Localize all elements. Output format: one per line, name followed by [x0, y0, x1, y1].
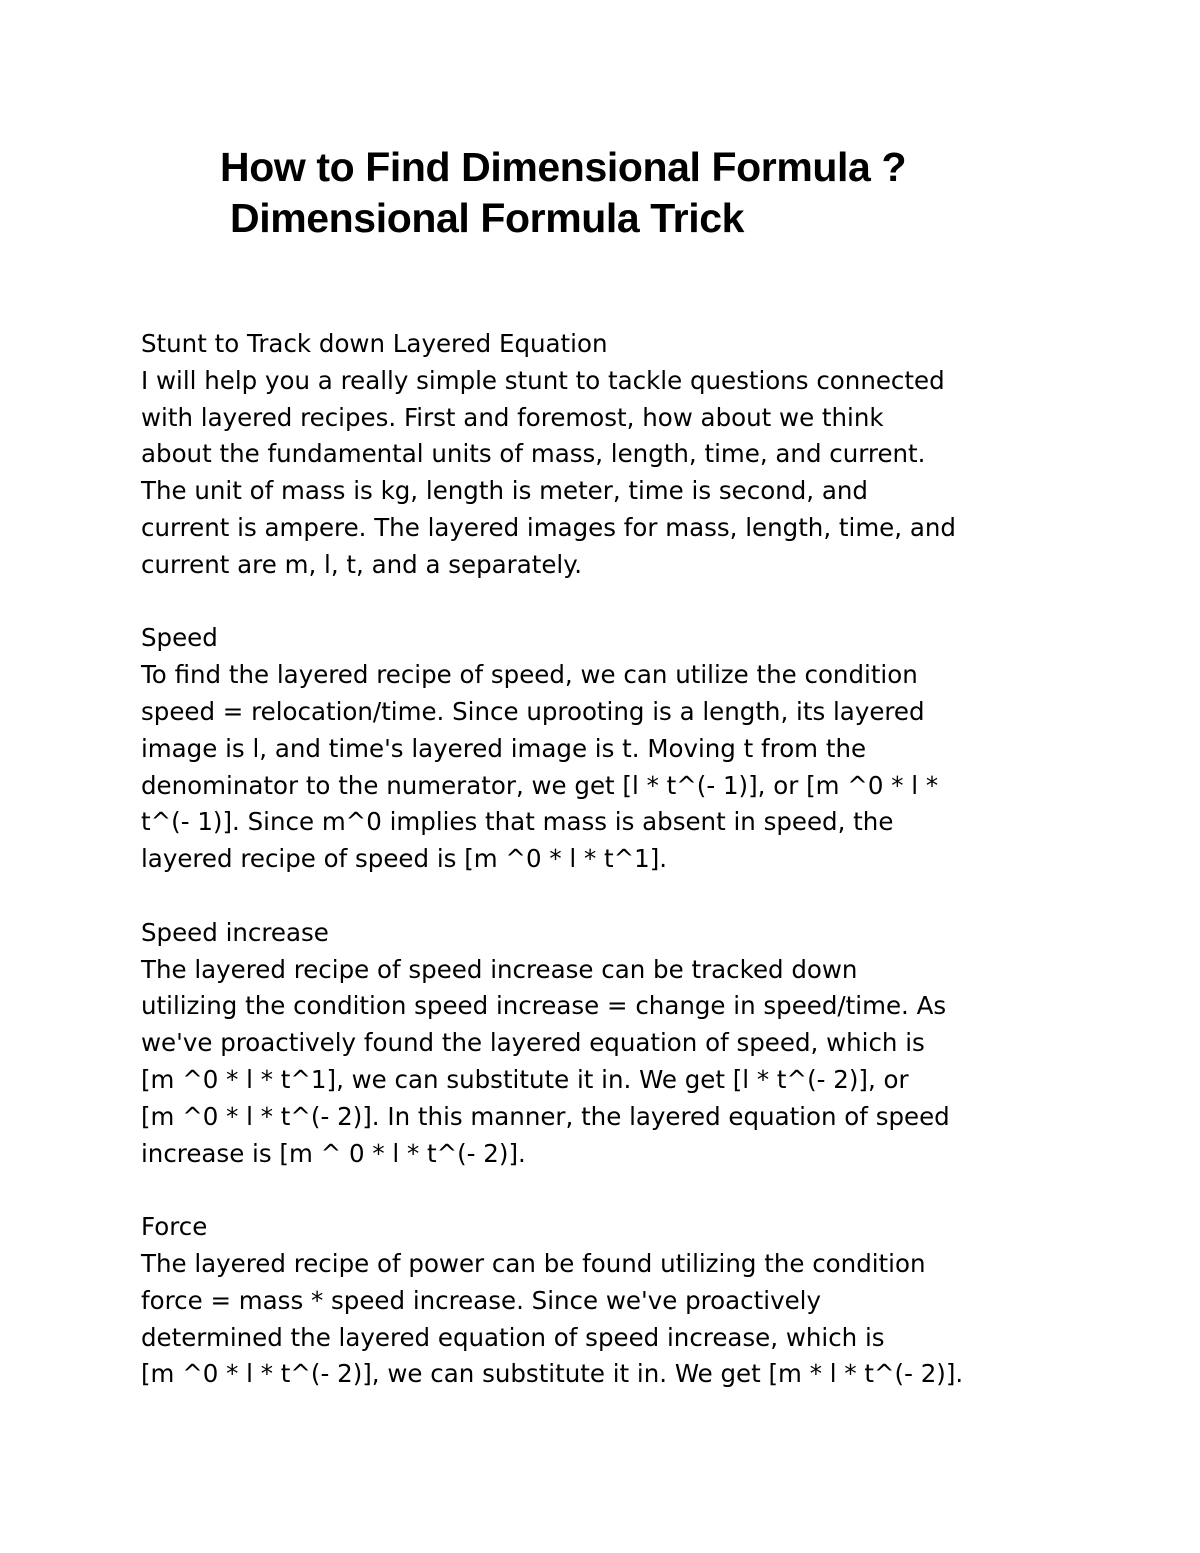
section-heading: Speed increase: [141, 917, 329, 947]
document-title: [220, 142, 1120, 244]
section-track-down-equation: [141, 326, 1101, 584]
paragraph-line: current is ampere. The layered images for mass, length, time, and: [141, 512, 956, 542]
section-paragraph: [141, 363, 1101, 584]
title-line-2: Dimensional Formula Trick: [230, 195, 745, 241]
paragraph-line: [m ^0 * l * t^1], we can substitute it in. We get [l * t^(- 2)], or: [141, 1064, 909, 1094]
paragraph-line: utilizing the condition speed increase = change in speed/time. As: [141, 991, 947, 1021]
paragraph-line: with layered recipes. First and foremost, how about we think: [141, 402, 884, 432]
paragraph-line: about the fundamental units of mass, length, time, and current.: [141, 439, 926, 469]
paragraph-line: The layered recipe of speed increase can be tracked down: [141, 954, 858, 984]
section-heading: Stunt to Track down Layered Equation: [141, 329, 608, 358]
paragraph-line: The unit of mass is kg, length is meter, time is second, and: [141, 476, 868, 506]
paragraph-line: t^(- 1)]. Since m^0 implies that mass is absent in speed, the: [141, 807, 894, 837]
paragraph-line: layered recipe of speed is [m ^0 * l * t^1].: [141, 844, 668, 874]
document-body: [141, 326, 1101, 1430]
title-line-1: How to Find Dimensional Formula ?: [220, 144, 907, 190]
paragraph-line: we've proactively found the layered equation of speed, which is: [141, 1028, 925, 1058]
section-heading: Force: [141, 1212, 208, 1242]
section-paragraph: [141, 952, 1101, 1173]
paragraph-line: current are m, l, t, and a separately.: [141, 549, 583, 579]
paragraph-line: denominator to the numerator, we get [l * t^(- 1)], or [m ^0 * l *: [141, 770, 939, 800]
section-speed: [141, 620, 1101, 878]
paragraph-line: force = mass * speed increase. Since we've proactively: [141, 1285, 821, 1315]
section-speed-increase: [141, 915, 1101, 1173]
section-heading: Speed: [141, 623, 218, 653]
section-force: [141, 1209, 1101, 1393]
paragraph-line: speed = relocation/time. Since uprooting is a length, its layered: [141, 696, 925, 726]
paragraph-line: determined the layered equation of speed increase, which is: [141, 1322, 885, 1352]
section-paragraph: [141, 1246, 1101, 1393]
paragraph-line: increase is [m ^ 0 * l * t^(- 2)].: [141, 1138, 526, 1168]
section-paragraph: [141, 657, 1101, 878]
paragraph-line: To find the layered recipe of speed, we can utilize the condition: [141, 660, 918, 690]
paragraph-line: [m ^0 * l * t^(- 2)], we can substitute it in. We get [m * l * t^(- 2)].: [141, 1359, 964, 1389]
paragraph-line: I will help you a really simple stunt to tackle questions connected: [141, 365, 945, 395]
paragraph-line: image is l, and time's layered image is t. Moving t from the: [141, 733, 867, 763]
paragraph-line: The layered recipe of power can be found utilizing the condition: [141, 1248, 926, 1278]
paragraph-line: [m ^0 * l * t^(- 2)]. In this manner, the layered equation of speed: [141, 1101, 950, 1131]
